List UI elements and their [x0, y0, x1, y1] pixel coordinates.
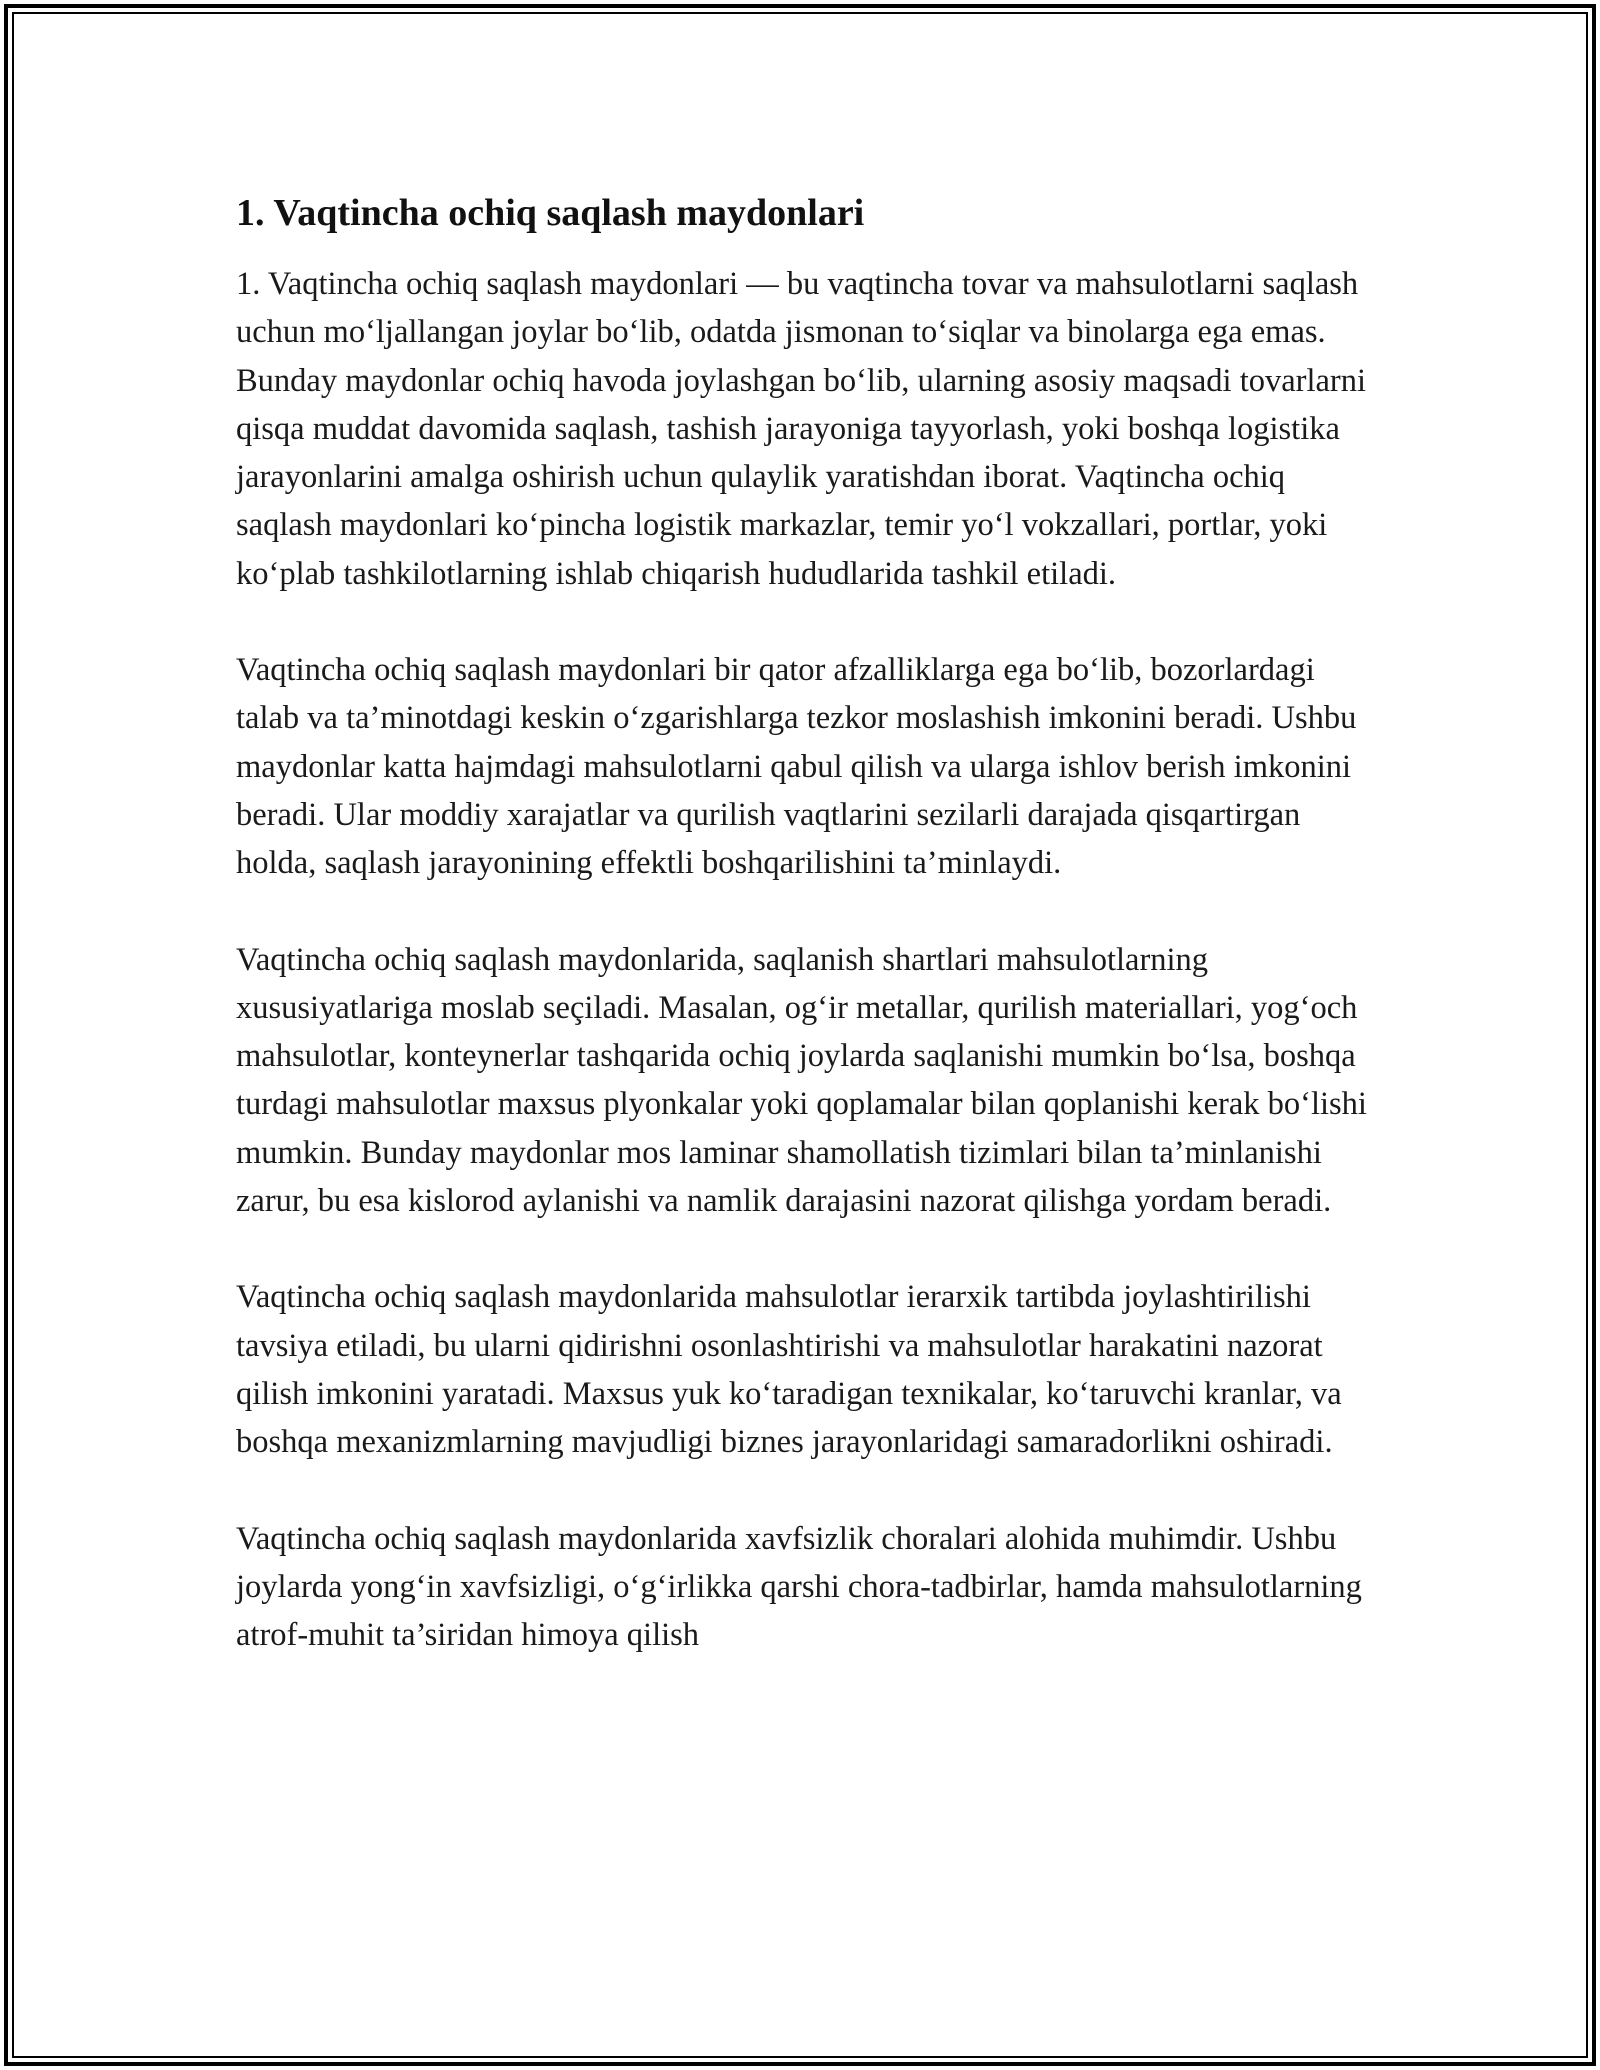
paragraph-4: Vaqtincha ochiq saqlash maydonlarida mahsulotlar ierarxik tartibda joylashtirilishi tavsiya etiladi, bu ularni qidirishni osonlashtirishi va mahsulotlar harakatini nazorat qilish imkonini yaratadi. Maxsus yuk ko‘taradigan texnikalar, ko‘taruvchi kranlar, va boshqa mexanizmlarning mavjudligi biznes jarayonlaridagi samaradorlikni oshiradi. — [236, 1279, 1342, 1461]
paragraph-2: Vaqtincha ochiq saqlash maydonlari bir qator afzalliklarga ega bo‘lib, bozorlardagi talab va ta’minotdagi keskin o‘zgarishlarga tezkor moslashish imkonini beradi. Ushbu maydonlar katta hajmdagi mahsulotlarni qabul qilish va ularga ishlov berish imkonini beradi. Ular moddiy xarajatlar va qurilish vaqtlarini sezilarli darajada qisqartirgan holda, saqlash jarayonining effektli boshqarilishini ta’minlaydi. — [236, 652, 1357, 882]
paragraph-3: Vaqtincha ochiq saqlash maydonlarida, saqlanish shartlari mahsulotlarning xususiyatlariga moslab seçiladi. Masalan, og‘ir metallar, qurilish materiallari, yog‘och mahsulotlar, konteynerlar tashqarida ochiq joylarda saqlanishi mumkin bo‘lsa, boshqa turdagi mahsulotlar maxsus plyonkalar yoki qoplamalar bilan qoplanishi kerak bo‘lishi mumkin. Bunday maydonlar mos laminar shamollatish tizimlari bilan ta’minlanishi zarur, bu esa kislorod aylanishi va namlik darajasini nazorat qilishga yordam beradi. — [236, 941, 1367, 1220]
document-title: 1. Vaqtincha ochiq saqlash maydonlari — [236, 192, 865, 234]
document-body — [236, 186, 1376, 1707]
paragraph-5: Vaqtincha ochiq saqlash maydonlarida xavfsizlik choralari alohida muhimdir. Ushbu joylarda yong‘in xavfsizligi, o‘g‘irlikka qarshi chora-tadbirlar, hamda mahsulotlarning atrof-muhit ta’siridan himoya qilish — [236, 1520, 1362, 1654]
paragraph-1: 1. Vaqtincha ochiq saqlash maydonlari — bu vaqtincha tovar va mahsulotlarni saqlash uchun mo‘ljallangan joylar bo‘lib, odatda jismonan to‘siqlar va binolarga ega emas. Bunday maydonlar ochiq havoda joylashgan bo‘lib, ularning asosiy maqsadi tovarlarni qisqa muddat davomida saqlash, tashish jarayoniga tayyorlash, yoki boshqa logistika jarayonlarini amalga oshirish uchun qulaylik yaratishdan iborat. Vaqtincha ochiq saqlash maydonlari ko‘pincha logistik markazlar, temir yo‘l vokzallari, portlar, yoki ko‘plab tashkilotlarning ishlab chiqarish hududlarida tashkil etiladi. — [236, 266, 1367, 592]
